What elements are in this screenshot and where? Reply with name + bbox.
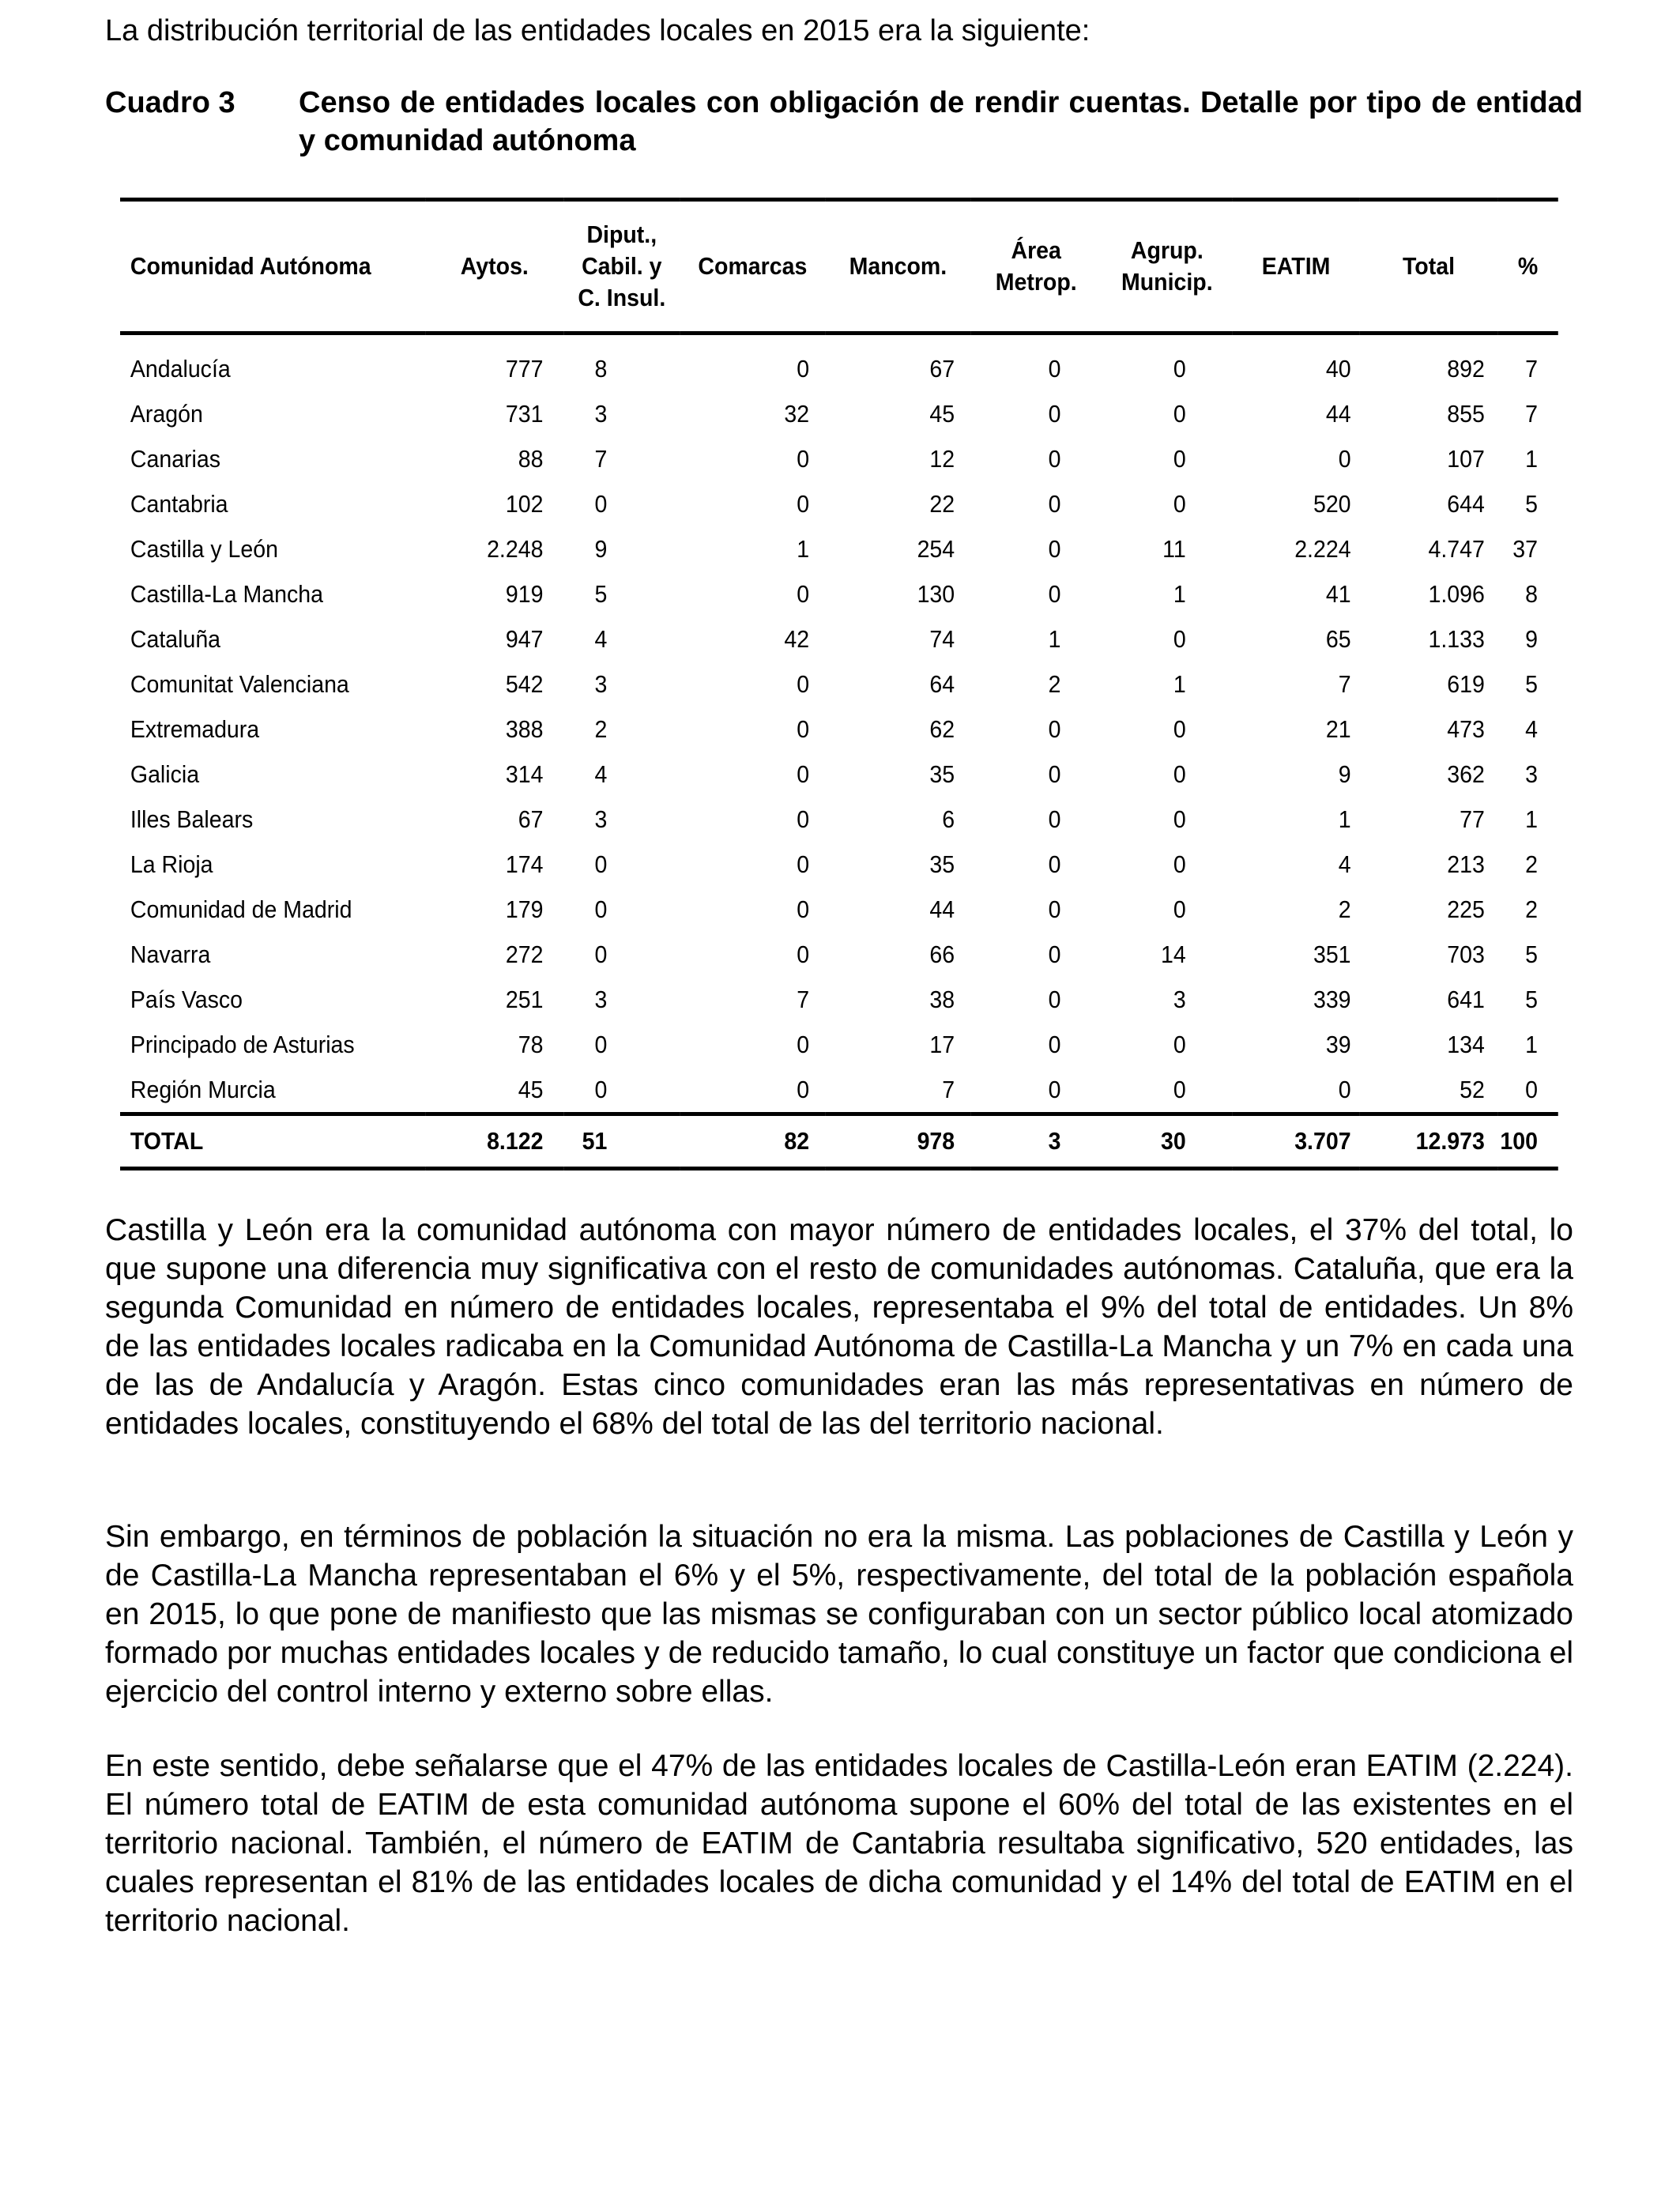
value-cell: 39 [1325, 1030, 1351, 1058]
value-cell: 41 [1325, 579, 1351, 608]
table-row [120, 481, 1558, 526]
value-cell: 2 [1048, 669, 1061, 698]
column-header [1102, 200, 1233, 334]
value-cell: 0 [797, 1075, 810, 1103]
table-row [120, 616, 1558, 662]
table-row [120, 842, 1558, 887]
value-cell: 0 [594, 850, 608, 878]
paragraph-3: En este sentido, debe señalarse que el 47% de las entidades locales de Castilla-León eran EATIM (2.224). El número total de EATIM de esta comunidad autónoma supone el 60% del total de las existentes en el territorio nacional. También, el número de EATIM de Cantabria resultaba significativo, 520 entidades, las cuales representan el 81% de las entidades locales de dicha comunidad y el 14% del total de EATIM en el territorio nacional. [105, 1749, 1573, 1938]
value-cell: 0 [1173, 714, 1186, 743]
value-cell: 0 [1173, 1030, 1186, 1058]
value-cell: 1 [1048, 624, 1061, 653]
total-value-cell: 51 [563, 1114, 680, 1169]
value-cell: 1 [1173, 669, 1186, 698]
value-cell: 388 [505, 714, 544, 743]
region-name-cell: Andalucía [130, 354, 231, 383]
value-cell: 65 [1325, 624, 1351, 653]
value-cell: 0 [1173, 895, 1186, 923]
value-cell: 2.224 [1294, 534, 1351, 563]
table-row [120, 391, 1558, 436]
value-cell: 40 [1325, 354, 1351, 383]
value-cell: 9 [1525, 624, 1538, 653]
value-cell: 1 [1525, 1030, 1538, 1058]
value-cell: 45 [518, 1075, 544, 1103]
value-cell: 2 [1338, 895, 1351, 923]
value-cell: 314 [505, 760, 544, 788]
table-row [120, 662, 1558, 707]
value-cell: 947 [505, 624, 544, 653]
value-cell: 1 [1173, 579, 1186, 608]
value-cell: 0 [1173, 850, 1186, 878]
value-cell: 0 [1048, 895, 1061, 923]
value-cell: 0 [1048, 489, 1061, 518]
value-cell: 17 [929, 1030, 955, 1058]
value-cell: 225 [1447, 895, 1485, 923]
value-cell: 473 [1447, 714, 1485, 743]
total-value-cell: 3 [970, 1114, 1102, 1169]
table-row [120, 526, 1558, 571]
table-header-row [120, 200, 1558, 334]
value-cell: 0 [1048, 399, 1061, 428]
value-cell: 0 [797, 1030, 810, 1058]
value-cell: 0 [1048, 1075, 1061, 1103]
value-cell: 78 [518, 1030, 544, 1058]
column-header-line: Comunidad Autónoma [130, 252, 371, 280]
region-name-cell: Comunitat Valenciana [130, 669, 349, 698]
value-cell: 4 [594, 624, 608, 653]
value-cell: 0 [594, 940, 608, 968]
census-table-container [120, 198, 1558, 1171]
value-cell: 542 [505, 669, 544, 698]
column-header-line: Aytos. [460, 252, 529, 280]
value-cell: 3 [1525, 760, 1538, 788]
value-cell: 0 [1173, 489, 1186, 518]
region-name-cell: La Rioja [130, 850, 213, 878]
column-header [120, 200, 425, 334]
region-name-cell: Canarias [130, 444, 221, 473]
value-cell: 272 [505, 940, 544, 968]
value-cell: 8 [1525, 579, 1538, 608]
total-label-cell: TOTAL [120, 1114, 425, 1169]
column-header [970, 200, 1102, 334]
region-name-cell: Castilla-La Mancha [130, 579, 324, 608]
value-cell: 5 [1525, 940, 1538, 968]
region-name-cell: Principado de Asturias [130, 1030, 355, 1058]
table-row [120, 887, 1558, 932]
value-cell: 3 [594, 669, 608, 698]
value-cell: 4 [1525, 714, 1538, 743]
total-value-cell: 978 [825, 1114, 970, 1169]
value-cell: 0 [1173, 805, 1186, 833]
value-cell: 7 [1525, 354, 1538, 383]
value-cell: 919 [505, 579, 544, 608]
value-cell: 3 [594, 985, 608, 1013]
value-cell: 0 [1048, 579, 1061, 608]
value-cell: 0 [797, 895, 810, 923]
value-cell: 0 [797, 805, 810, 833]
value-cell: 641 [1447, 985, 1485, 1013]
value-cell: 0 [1048, 714, 1061, 743]
value-cell: 64 [929, 669, 955, 698]
paragraph-1: Castilla y León era la comunidad autónoma con mayor número de entidades locales, el 37% del total, lo que supone una diferencia muy significativa con el resto de comunidades autónomas. Cataluña, que era la segunda Comunidad en número de entidades locales, representaba el 9% del total de entidades. Un 8% de las entidades locales radicaba en la Comunidad Autónoma de Castilla-La Mancha y un 7% en cada una de las de Andalucía y Aragón. Estas cinco comunidades eran las más representativas en número de entidades locales, constituyendo el 68% del total de las del territorio nacional. [105, 1213, 1573, 1441]
value-cell: 5 [594, 579, 608, 608]
value-cell: 520 [1313, 489, 1351, 518]
region-name-cell: Galicia [130, 760, 200, 788]
value-cell: 1 [1525, 805, 1538, 833]
column-header-line: Total [1402, 252, 1456, 280]
value-cell: 3 [1173, 985, 1186, 1013]
table-row [120, 334, 1558, 392]
value-cell: 11 [1162, 534, 1186, 563]
value-cell: 3 [594, 805, 608, 833]
value-cell: 0 [1048, 940, 1061, 968]
total-value-cell: 82 [680, 1114, 825, 1169]
value-cell: 44 [929, 895, 955, 923]
column-header-line: Área [1011, 236, 1061, 264]
value-cell: 130 [917, 579, 955, 608]
value-cell: 1 [1338, 805, 1351, 833]
table-body [120, 334, 1558, 1114]
value-cell: 0 [797, 669, 810, 698]
paragraph-2: Sin embargo, en términos de población la situación no era la misma. Las poblaciones de Castilla y León y de Castilla-La Mancha representaban el 6% y el 5%, respectivamente, del total de la población española en 2015, lo que pone de manifiesto que las mismas se configuraban con un sector público local atomizado formado por muchas entidades locales y de reducido tamaño, lo cual constituye un factor que condiciona el ejercicio del control interno y externo sobre ellas. [105, 1520, 1573, 1709]
value-cell: 0 [797, 579, 810, 608]
table-row [120, 1022, 1558, 1067]
table-row [120, 571, 1558, 616]
column-header-line: % [1517, 252, 1539, 280]
value-cell: 0 [1338, 1075, 1351, 1103]
value-cell: 7 [942, 1075, 955, 1103]
value-cell: 5 [1525, 985, 1538, 1013]
value-cell: 1.096 [1428, 579, 1485, 608]
value-cell: 179 [505, 895, 544, 923]
value-cell: 0 [797, 760, 810, 788]
column-header [825, 200, 970, 334]
value-cell: 2.248 [487, 534, 544, 563]
total-value-cell: 12.973 [1360, 1114, 1498, 1169]
value-cell: 855 [1447, 399, 1485, 428]
column-header [680, 200, 825, 334]
value-cell: 0 [1173, 624, 1186, 653]
value-cell: 644 [1447, 489, 1485, 518]
value-cell: 174 [505, 850, 544, 878]
value-cell: 2 [1525, 850, 1538, 878]
column-header-line: Agrup. [1130, 236, 1203, 264]
value-cell: 251 [505, 985, 544, 1013]
value-cell: 32 [784, 399, 810, 428]
table-row [120, 977, 1558, 1022]
value-cell: 351 [1313, 940, 1351, 968]
value-cell: 0 [1048, 805, 1061, 833]
value-cell: 0 [1173, 444, 1186, 473]
value-cell: 362 [1447, 760, 1485, 788]
table-total-row [120, 1114, 1558, 1169]
value-cell: 703 [1447, 940, 1485, 968]
value-cell: 213 [1447, 850, 1485, 878]
table-title: Censo de entidades locales con obligación de rendir cuentas. Detalle por tipo de entidad y comunidad autónoma [299, 86, 1583, 157]
value-cell: 67 [518, 805, 544, 833]
column-header [1360, 200, 1498, 334]
value-cell: 102 [505, 489, 544, 518]
column-header [425, 200, 563, 334]
column-header [563, 200, 680, 334]
column-header [1497, 200, 1558, 334]
value-cell: 0 [594, 1030, 608, 1058]
column-header [1233, 200, 1360, 334]
value-cell: 1.133 [1428, 624, 1485, 653]
value-cell: 74 [929, 624, 955, 653]
value-cell: 37 [1512, 534, 1538, 563]
value-cell: 6 [942, 805, 955, 833]
value-cell: 62 [929, 714, 955, 743]
column-header-line: Metrop. [995, 268, 1077, 296]
column-header-line: C. Insul. [578, 284, 666, 311]
value-cell: 0 [797, 354, 810, 383]
value-cell: 44 [1325, 399, 1351, 428]
value-cell: 4 [594, 760, 608, 788]
total-value-cell: 8.122 [425, 1114, 563, 1169]
value-cell: 77 [1460, 805, 1485, 833]
value-cell: 0 [797, 489, 810, 518]
total-value-cell: 3.707 [1233, 1114, 1360, 1169]
table-row [120, 707, 1558, 752]
value-cell: 1 [1525, 444, 1538, 473]
value-cell: 21 [1325, 714, 1351, 743]
value-cell: 619 [1447, 669, 1485, 698]
column-header-line: EATIM [1261, 252, 1331, 280]
total-value-cell: 100 [1497, 1114, 1558, 1169]
value-cell: 14 [1160, 940, 1186, 968]
value-cell: 3 [594, 399, 608, 428]
value-cell: 0 [1173, 1075, 1186, 1103]
table-row [120, 932, 1558, 977]
value-cell: 2 [594, 714, 608, 743]
value-cell: 7 [1525, 399, 1538, 428]
value-cell: 0 [1173, 760, 1186, 788]
value-cell: 0 [1048, 850, 1061, 878]
value-cell: 7 [594, 444, 608, 473]
value-cell: 5 [1525, 489, 1538, 518]
value-cell: 4 [1338, 850, 1351, 878]
value-cell: 66 [929, 940, 955, 968]
value-cell: 52 [1460, 1075, 1485, 1103]
value-cell: 9 [1338, 760, 1351, 788]
region-name-cell: País Vasco [130, 985, 243, 1013]
region-name-cell: Illes Balears [130, 805, 254, 833]
value-cell: 0 [1173, 354, 1186, 383]
value-cell: 0 [594, 1075, 608, 1103]
value-cell: 892 [1447, 354, 1485, 383]
value-cell: 9 [594, 534, 608, 563]
column-header-line: Diput., [586, 221, 657, 248]
region-name-cell: Región Murcia [130, 1075, 276, 1103]
region-name-cell: Aragón [130, 399, 203, 428]
region-name-cell: Cantabria [130, 489, 228, 518]
value-cell: 12 [929, 444, 955, 473]
value-cell: 8 [594, 354, 608, 383]
column-header-line: Municip. [1121, 268, 1213, 296]
intro-text: La distribución territorial de las entidades locales en 2015 era la siguiente: [105, 14, 1090, 47]
value-cell: 35 [929, 760, 955, 788]
value-cell: 1 [797, 534, 810, 563]
column-header-line: Mancom. [849, 252, 947, 280]
value-cell: 0 [1048, 444, 1061, 473]
region-name-cell: Cataluña [130, 624, 221, 653]
value-cell: 42 [784, 624, 810, 653]
value-cell: 0 [1525, 1075, 1538, 1103]
value-cell: 67 [929, 354, 955, 383]
value-cell: 731 [505, 399, 544, 428]
value-cell: 0 [1173, 399, 1186, 428]
value-cell: 88 [518, 444, 544, 473]
value-cell: 0 [1048, 534, 1061, 563]
value-cell: 45 [929, 399, 955, 428]
region-name-cell: Castilla y León [130, 534, 278, 563]
value-cell: 0 [594, 895, 608, 923]
table-row [120, 436, 1558, 481]
value-cell: 4.747 [1428, 534, 1485, 563]
value-cell: 0 [1048, 760, 1061, 788]
value-cell: 0 [797, 940, 810, 968]
value-cell: 254 [917, 534, 955, 563]
value-cell: 22 [929, 489, 955, 518]
value-cell: 35 [929, 850, 955, 878]
value-cell: 0 [797, 714, 810, 743]
column-header-line: Cabil. y [582, 252, 662, 280]
table-row [120, 797, 1558, 842]
value-cell: 7 [797, 985, 810, 1013]
value-cell: 0 [1338, 444, 1351, 473]
total-value-cell: 30 [1102, 1114, 1233, 1169]
region-name-cell: Extremadura [130, 714, 260, 743]
value-cell: 5 [1525, 669, 1538, 698]
value-cell: 38 [929, 985, 955, 1013]
value-cell: 0 [1048, 354, 1061, 383]
region-name-cell: Comunidad de Madrid [130, 895, 352, 923]
table-row [120, 752, 1558, 797]
value-cell: 7 [1338, 669, 1351, 698]
value-cell: 107 [1447, 444, 1485, 473]
table-row [120, 1067, 1558, 1114]
value-cell: 0 [594, 489, 608, 518]
column-header-line: Comarcas [698, 252, 808, 280]
value-cell: 2 [1525, 895, 1538, 923]
value-cell: 134 [1447, 1030, 1485, 1058]
value-cell: 0 [1048, 985, 1061, 1013]
value-cell: 0 [1048, 1030, 1061, 1058]
value-cell: 0 [797, 850, 810, 878]
value-cell: 777 [505, 354, 544, 383]
region-name-cell: Navarra [130, 940, 211, 968]
value-cell: 0 [797, 444, 810, 473]
value-cell: 339 [1313, 985, 1351, 1013]
table-number: Cuadro 3 [105, 86, 235, 119]
census-table [120, 198, 1558, 1171]
